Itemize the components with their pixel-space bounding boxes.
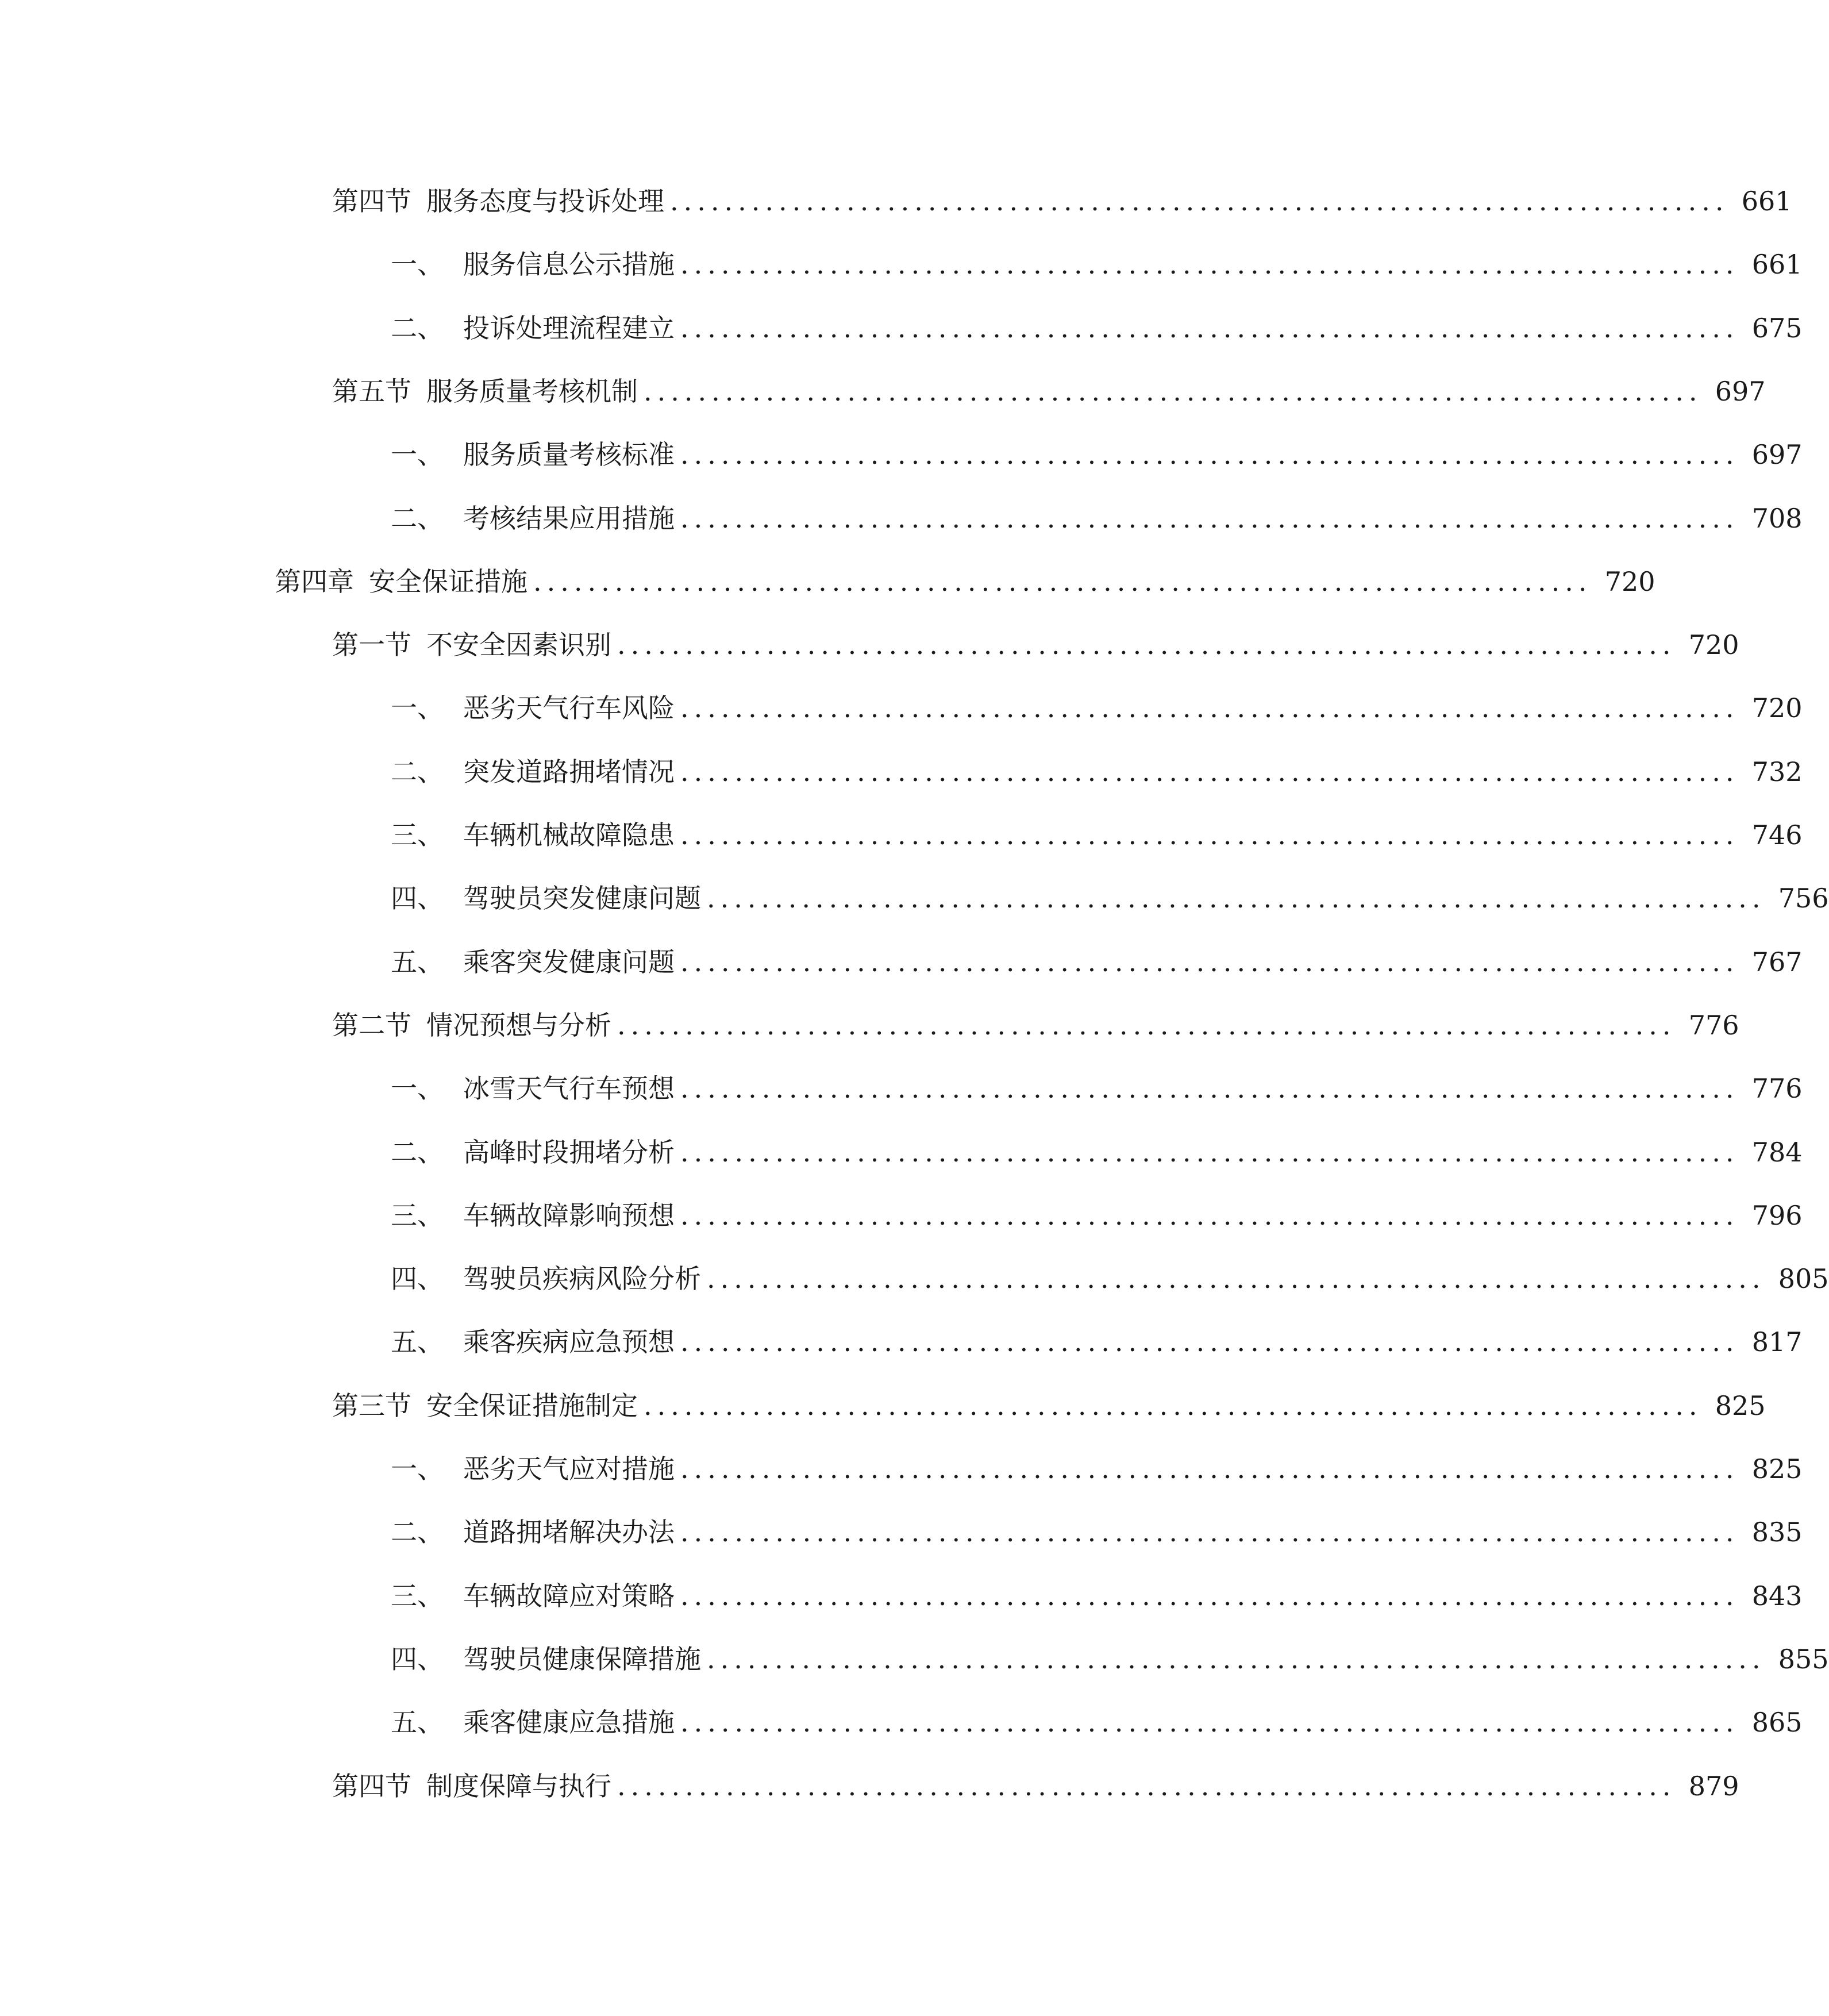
dot-leader: ..............................................................................	[680, 692, 1739, 724]
page-number: 843	[1751, 1580, 1803, 1611]
page-number: 697	[1715, 376, 1766, 407]
toc-entry[interactable]	[391, 1509, 1803, 1555]
dot-leader: ..............................................................................	[680, 313, 1739, 344]
toc-entry[interactable]	[332, 1383, 1766, 1429]
toc-number: 五、	[391, 1707, 444, 1738]
toc-entry[interactable]	[391, 1573, 1803, 1619]
toc-entry[interactable]	[275, 559, 1655, 605]
page-number: 784	[1751, 1137, 1803, 1168]
dot-leader: ..............................................................................	[533, 566, 1592, 597]
page-number: 825	[1751, 1453, 1803, 1484]
dot-leader: ..............................................................................	[617, 629, 1676, 660]
dot-leader: ..............................................................................	[617, 1010, 1676, 1041]
dot-leader: ..............................................................................	[617, 1771, 1676, 1802]
toc-title: 道路拥堵解决办法	[463, 1517, 675, 1548]
dot-leader: ..............................................................................	[680, 756, 1739, 787]
toc-number: 三、	[391, 820, 444, 851]
toc-entry[interactable]	[391, 1129, 1803, 1175]
toc-number: 二、	[391, 503, 444, 534]
toc-title: 恶劣天气应对措施	[463, 1453, 675, 1484]
dot-leader: ..............................................................................	[670, 186, 1729, 217]
toc-entry[interactable]	[391, 1699, 1803, 1745]
dot-leader: ..............................................................................	[707, 883, 1766, 914]
toc-number: 二、	[391, 313, 444, 344]
dot-leader: ..............................................................................	[707, 1263, 1766, 1294]
toc-title: 安全保证措施制定	[426, 1390, 638, 1421]
dot-leader: ..............................................................................	[707, 1644, 1766, 1675]
toc-title: 考核结果应用措施	[463, 503, 675, 534]
toc-entry[interactable]	[391, 939, 1803, 985]
toc-title: 驾驶员健康保障措施	[463, 1644, 701, 1675]
toc-title: 乘客突发健康问题	[463, 947, 675, 978]
toc-number: 第一节	[332, 629, 411, 660]
page-number: 732	[1751, 756, 1803, 787]
toc-number: 五、	[391, 1326, 444, 1357]
toc-title: 制度保障与执行	[426, 1771, 611, 1802]
dot-leader: ..............................................................................	[680, 1453, 1739, 1484]
toc-title: 高峰时段拥堵分析	[463, 1137, 675, 1168]
toc-number: 一、	[391, 1073, 444, 1104]
page-number: 776	[1751, 1073, 1803, 1104]
toc-entry[interactable]	[332, 178, 1792, 224]
toc-entry[interactable]	[332, 368, 1766, 414]
toc-title: 乘客健康应急措施	[463, 1707, 675, 1738]
page-number: 879	[1688, 1771, 1739, 1802]
page-number: 817	[1751, 1326, 1803, 1357]
page-number: 835	[1751, 1517, 1803, 1548]
toc-title: 情况预想与分析	[426, 1010, 611, 1041]
toc-number: 二、	[391, 756, 444, 787]
page-number: 661	[1741, 186, 1792, 217]
dot-leader: ..............................................................................	[680, 1517, 1739, 1548]
toc-title: 投诉处理流程建立	[463, 313, 675, 344]
dot-leader: ..............................................................................	[680, 503, 1739, 534]
page-number: 675	[1751, 313, 1803, 344]
dot-leader: ..............................................................................	[680, 1200, 1739, 1231]
page-number: 720	[1751, 692, 1803, 724]
toc-number: 第四节	[332, 186, 411, 217]
toc-number: 一、	[391, 1453, 444, 1484]
toc-entry[interactable]	[332, 1002, 1739, 1048]
toc-title: 不安全因素识别	[426, 629, 611, 660]
page-number: 720	[1604, 566, 1655, 597]
toc-entry[interactable]	[391, 241, 1803, 287]
toc-title: 服务态度与投诉处理	[426, 186, 664, 217]
dot-leader: ..............................................................................	[680, 1580, 1739, 1611]
toc-number: 第四节	[332, 1771, 411, 1802]
toc-title: 车辆机械故障隐患	[463, 820, 675, 851]
toc-entry[interactable]	[391, 875, 1829, 921]
page-number: 776	[1688, 1010, 1739, 1041]
toc-title: 突发道路拥堵情况	[463, 756, 675, 787]
toc-number: 第二节	[332, 1010, 411, 1041]
toc-number: 第三节	[332, 1390, 411, 1421]
toc-entry[interactable]	[391, 305, 1803, 351]
toc-number: 第五节	[332, 376, 411, 407]
toc-entry[interactable]	[391, 749, 1803, 795]
toc-title: 冰雪天气行车预想	[463, 1073, 675, 1104]
toc-title: 乘客疾病应急预想	[463, 1326, 675, 1357]
dot-leader: ..............................................................................	[680, 1707, 1739, 1738]
toc-number: 一、	[391, 249, 444, 280]
toc-entry[interactable]	[391, 1446, 1803, 1492]
toc-title: 驾驶员突发健康问题	[463, 883, 701, 914]
toc-entry[interactable]	[391, 1636, 1829, 1682]
toc-entry[interactable]	[391, 685, 1803, 731]
toc-number: 四、	[391, 883, 444, 914]
page-number: 796	[1751, 1200, 1803, 1231]
dot-leader: ..............................................................................	[644, 376, 1703, 407]
page-number: 756	[1778, 883, 1829, 914]
dot-leader: ..............................................................................	[644, 1390, 1703, 1421]
toc-entry[interactable]	[391, 495, 1803, 541]
page-number: 720	[1688, 629, 1739, 660]
toc-number: 二、	[391, 1137, 444, 1168]
toc-number: 五、	[391, 947, 444, 978]
toc-number: 一、	[391, 439, 444, 470]
toc-entry[interactable]	[391, 1256, 1829, 1302]
toc-title: 车辆故障应对策略	[463, 1580, 675, 1611]
toc-title: 驾驶员疾病风险分析	[463, 1263, 701, 1294]
toc-title: 服务质量考核标准	[463, 439, 675, 470]
toc-entry[interactable]	[391, 432, 1803, 478]
toc-number: 四、	[391, 1263, 444, 1294]
toc-number: 四、	[391, 1644, 444, 1675]
page-number: 767	[1751, 947, 1803, 978]
toc-number: 二、	[391, 1517, 444, 1548]
toc-title: 安全保证措施	[369, 566, 527, 597]
page-number: 661	[1751, 249, 1803, 280]
toc-entry[interactable]	[391, 812, 1803, 858]
page-number: 697	[1751, 439, 1803, 470]
page-number: 825	[1715, 1390, 1766, 1421]
dot-leader: ..............................................................................	[680, 439, 1739, 470]
toc-number: 三、	[391, 1200, 444, 1231]
page-number: 708	[1751, 503, 1803, 534]
page-number: 855	[1778, 1644, 1829, 1675]
toc-title: 服务质量考核机制	[426, 376, 638, 407]
toc-number: 一、	[391, 692, 444, 724]
page-number: 805	[1778, 1263, 1829, 1294]
toc-entry[interactable]	[391, 1192, 1803, 1238]
dot-leader: ..............................................................................	[680, 1073, 1739, 1104]
toc-entry[interactable]	[391, 1065, 1803, 1111]
dot-leader: ..............................................................................	[680, 1137, 1739, 1168]
toc-number: 三、	[391, 1580, 444, 1611]
toc-title: 服务信息公示措施	[463, 249, 675, 280]
toc-entry[interactable]	[332, 622, 1739, 668]
dot-leader: ..............................................................................	[680, 947, 1739, 978]
toc-entry[interactable]	[391, 1319, 1803, 1365]
toc-number: 第四章	[275, 566, 354, 597]
page-number: 746	[1751, 820, 1803, 851]
toc-title: 车辆故障影响预想	[463, 1200, 675, 1231]
dot-leader: ..............................................................................	[680, 1326, 1739, 1357]
dot-leader: ..............................................................................	[680, 249, 1739, 280]
toc-entry[interactable]	[332, 1763, 1739, 1809]
dot-leader: ..............................................................................	[680, 820, 1739, 851]
page-number: 865	[1751, 1707, 1803, 1738]
toc-title: 恶劣天气行车风险	[463, 692, 675, 724]
